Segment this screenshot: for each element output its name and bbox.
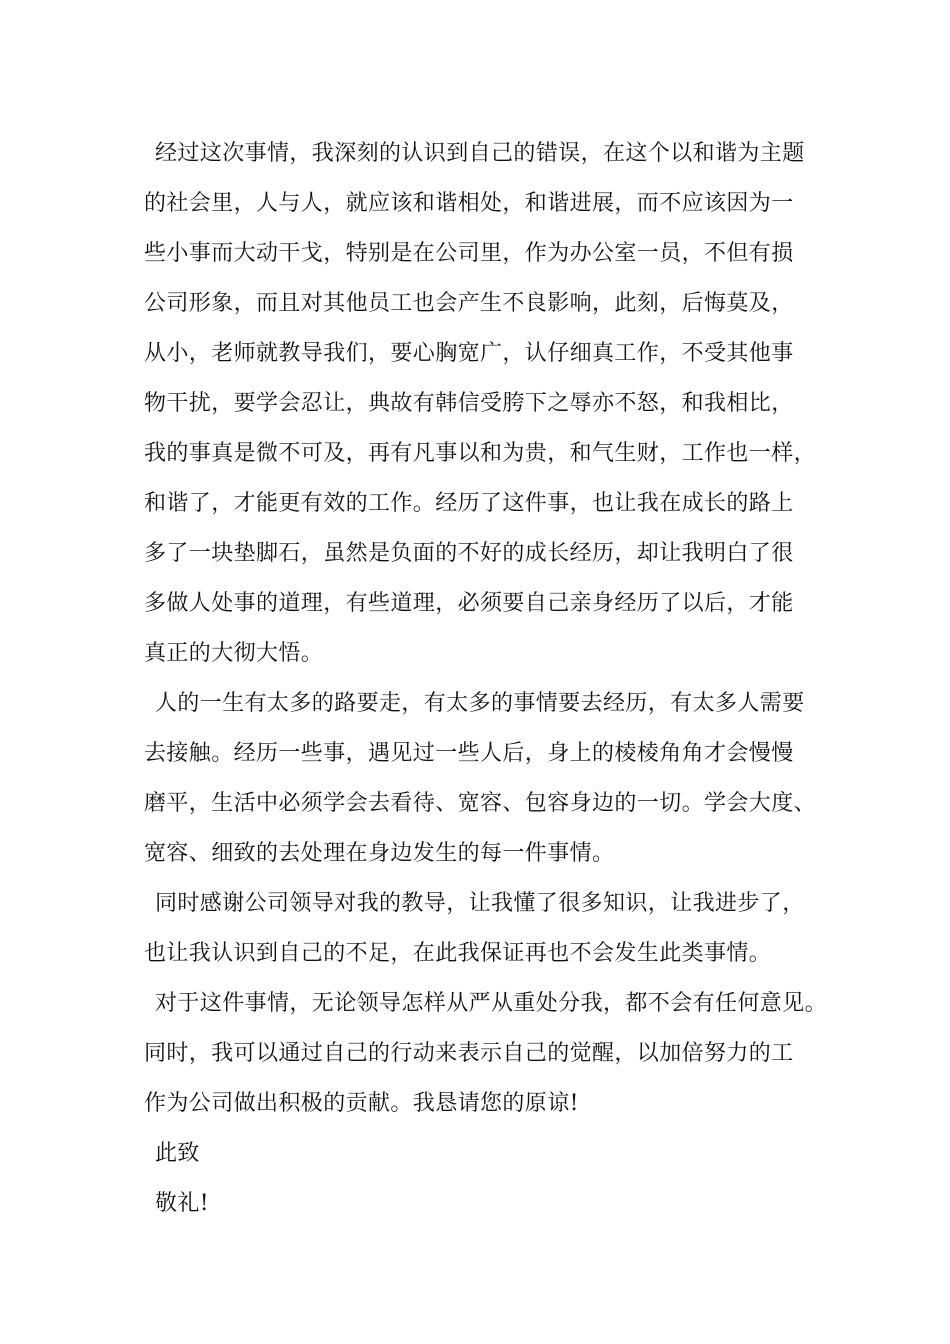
- paragraph-1-line-10: 多做人处事的道理，有些道理，必须要自己亲身经历了以后，才能: [144, 591, 794, 616]
- paragraph-4-line-1: 对于这件事情，无论领导怎样从严从重处分我，都不会有任何意见。: [155, 991, 828, 1016]
- letter-body: [144, 129, 834, 1229]
- paragraph-1-line-8: 和谐了，才能更有效的工作。经历了这件事，也让我在成长的路上: [144, 491, 794, 516]
- paragraph-1-line-6: 物干扰，要学会忍让，典故有韩信受胯下之辱亦不怒，和我相比，: [144, 391, 794, 416]
- paragraph-1-line-4: 公司形象，而且对其他员工也会产生不良影响，此刻，后悔莫及，: [144, 291, 794, 316]
- paragraph-1-line-1: 经过这次事情，我深刻的认识到自己的错误，在这个以和谐为主题: [155, 141, 805, 166]
- closing-regards: 敬礼!: [155, 1191, 210, 1216]
- paragraph-2-line-4: 宽容、细致的去处理在身边发生的每一件事情。: [144, 841, 615, 866]
- paragraph-1-line-11: 真正的大彻大悟。: [144, 641, 324, 666]
- paragraph-1-line-9: 多了一块垫脚石，虽然是负面的不好的成长经历，却让我明白了很: [144, 541, 794, 566]
- paragraph-2-line-1: 人的一生有太多的路要走，有太多的事情要去经历，有太多人需要: [155, 691, 805, 716]
- paragraph-4-line-3: 作为公司做出积极的贡献。我恳请您的原谅!: [144, 1091, 579, 1116]
- paragraph-1-line-7: 我的事真是微不可及，再有凡事以和为贵，和气生财，工作也一样，: [144, 441, 817, 466]
- paragraph-3-line-2: 也让我认识到自己的不足，在此我保证再也不会发生此类事情。: [144, 941, 772, 966]
- paragraph-4-line-2: 同时，我可以通过自己的行动来表示自己的觉醒，以加倍努力的工: [144, 1041, 794, 1066]
- paragraph-2-line-3: 磨平，生活中必须学会去看待、宽容、包容身边的一切。学会大度、: [144, 791, 817, 816]
- paragraph-2-line-2: 去接触。经历一些事，遇见过一些人后，身上的棱棱角角才会慢慢: [144, 741, 794, 766]
- paragraph-1-line-5: 从小，老师就教导我们，要心胸宽广，认仔细真工作，不受其他事: [144, 341, 794, 366]
- paragraph-3-line-1: 同时感谢公司领导对我的教导，让我懂了很多知识，让我进步了，: [155, 891, 805, 916]
- paragraph-1-line-3: 些小事而大动干戈，特别是在公司里，作为办公室一员，不但有损: [144, 241, 794, 266]
- closing-salutation: 此致: [155, 1141, 200, 1166]
- paragraph-1-line-2: 的社会里，人与人，就应该和谐相处，和谐进展，而不应该因为一: [144, 191, 794, 216]
